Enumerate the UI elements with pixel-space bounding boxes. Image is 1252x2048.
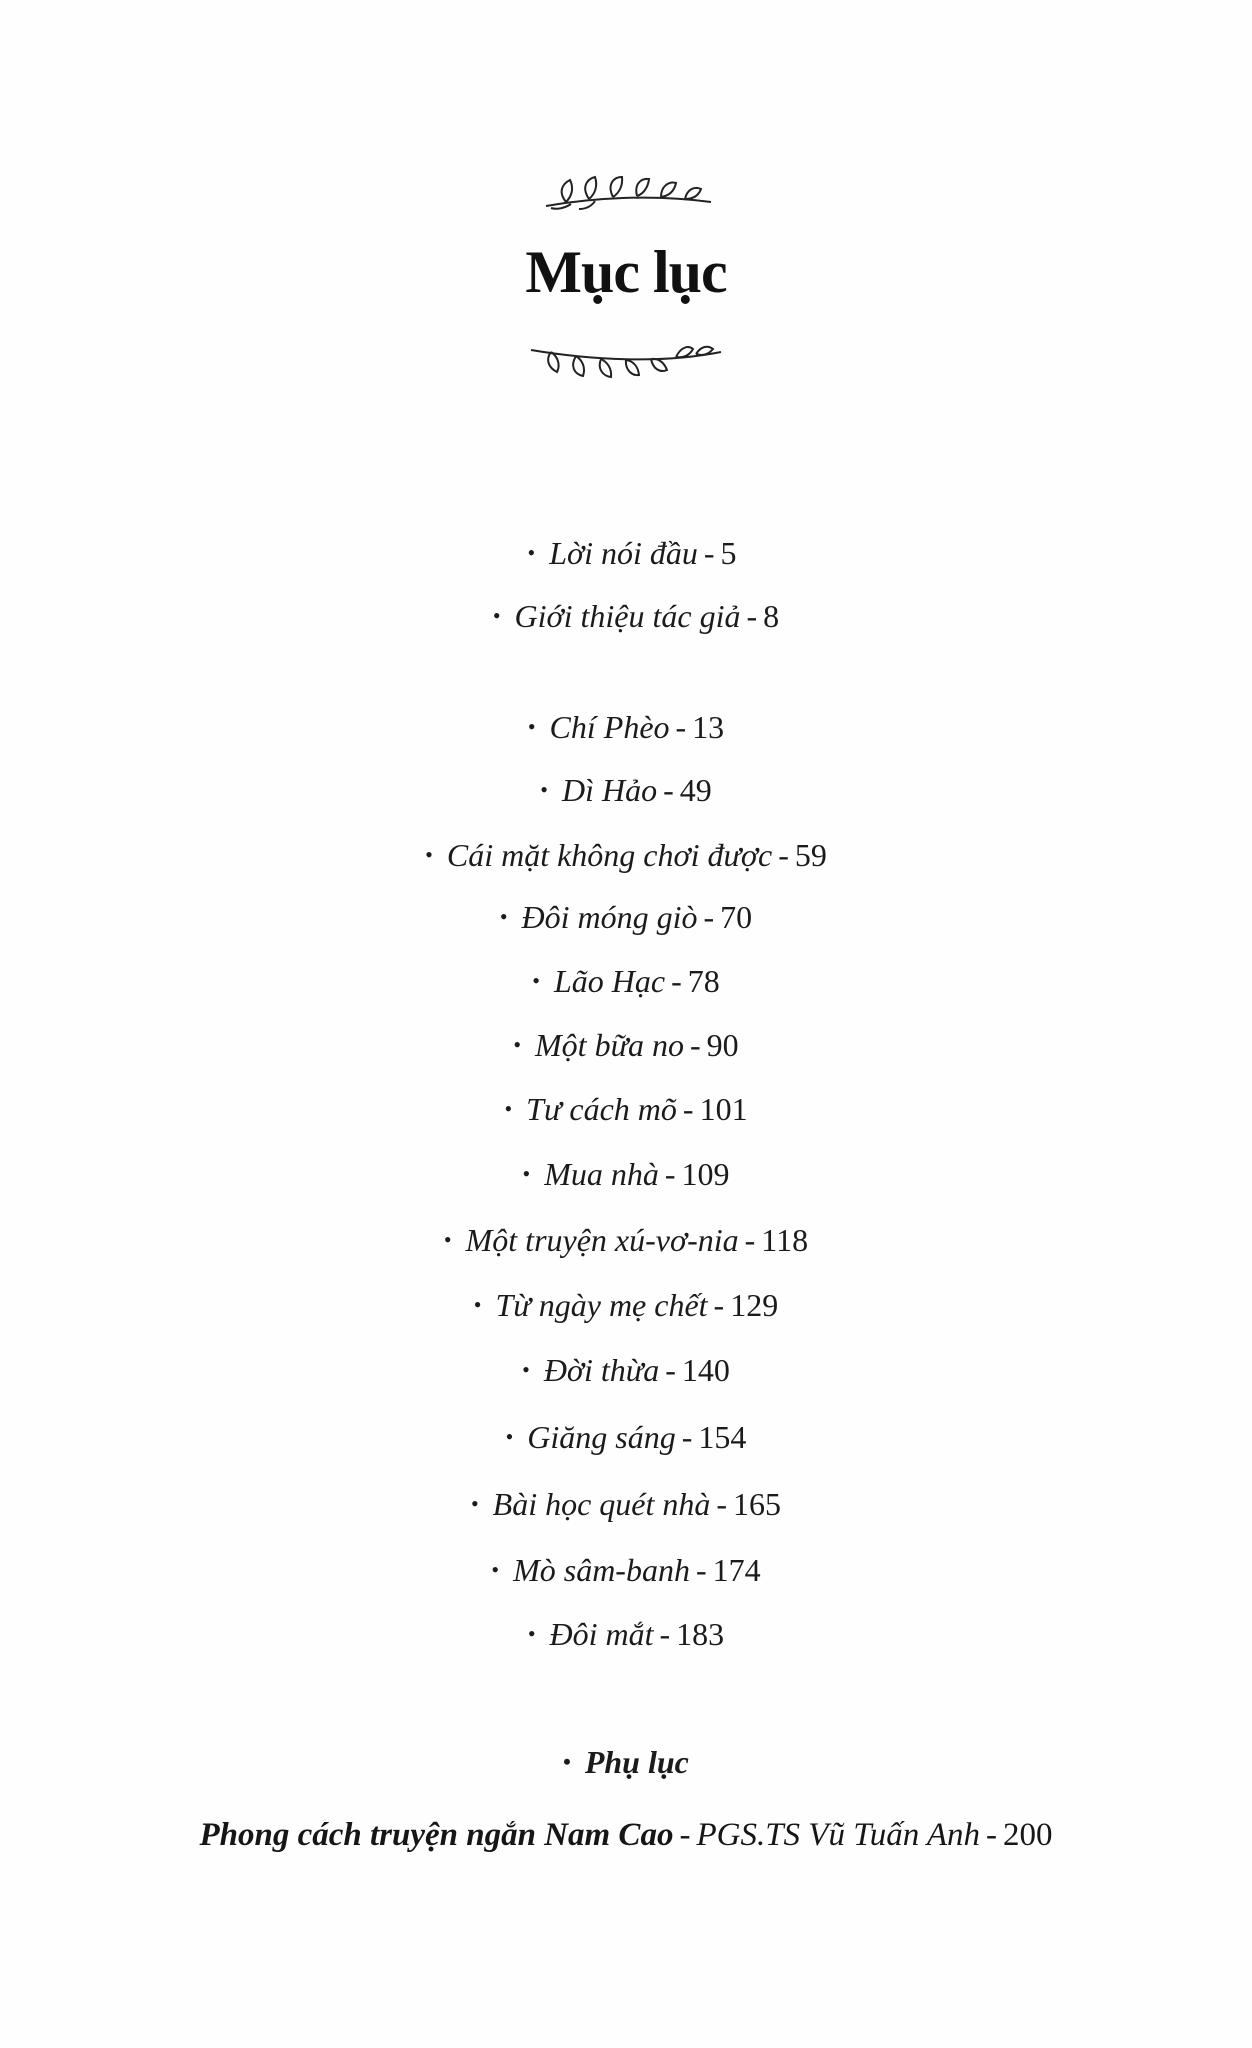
toc-item-page: 154 xyxy=(698,1419,747,1455)
toc-item-story[interactable]: • Từ ngày mẹ chết - 129 xyxy=(473,1287,779,1323)
toc-item-page: 118 xyxy=(761,1222,809,1258)
toc-item-label: Giăng sáng xyxy=(527,1419,676,1455)
toc-item-appendix-heading[interactable] xyxy=(0,1742,1252,1786)
toc-item-story[interactable]: • Mua nhà - 109 xyxy=(522,1156,730,1192)
toc-item-story[interactable]: • Đôi móng giò - 70 xyxy=(499,899,753,935)
toc-item-label: Lão Hạc xyxy=(553,963,666,999)
toc-item-label: Đôi mắt xyxy=(549,1616,654,1652)
bullet-icon: • xyxy=(527,540,536,565)
toc-item-page: 90 xyxy=(706,1027,739,1063)
toc-item-page: 70 xyxy=(720,899,753,935)
bullet-icon: • xyxy=(563,1749,571,1774)
toc-item-story[interactable]: • Một bữa no - 90 xyxy=(513,1027,739,1063)
toc-item-label: Bài học quét nhà xyxy=(492,1486,711,1522)
toc-item-story[interactable]: • Bài học quét nhà - 165 xyxy=(470,1486,782,1522)
page-title: Mục lục xyxy=(525,239,727,305)
toc-item-loi-noi-dau[interactable]: • Lời nói đầu - 5 xyxy=(527,535,737,571)
toc-item-story[interactable]: • Một truyện xú-vơ-nia - 118 xyxy=(443,1222,809,1258)
toc-item-page: 109 xyxy=(681,1156,730,1192)
toc-item-page: 8 xyxy=(763,598,780,634)
toc-item-label: Một bữa no xyxy=(535,1027,685,1063)
toc-item-story[interactable]: • Dì Hảo - 49 xyxy=(540,772,712,808)
laurel-bottom-icon xyxy=(0,338,1252,389)
bullet-icon: • xyxy=(532,968,540,993)
toc-item-story[interactable]: • Mò sâm-banh - 174 xyxy=(491,1552,761,1588)
appendix-title: Phong cách truyện ngắn Nam Cao xyxy=(199,1817,674,1853)
toc-item-label: Cái mặt không chơi được xyxy=(446,837,773,873)
toc-item-appendix[interactable]: Phong cách truyện ngắn Nam Cao - PGS.TS Vũ Tuấn Anh - 200 xyxy=(199,1817,1053,1853)
bullet-icon: • xyxy=(473,1292,482,1317)
bullet-icon: • xyxy=(492,603,501,628)
bullet-icon: • xyxy=(513,1032,522,1057)
appendix-author: PGS.TS Vũ Tuấn Anh xyxy=(696,1817,981,1853)
toc-item-label: Một truyện xú-vơ-nia xyxy=(465,1222,739,1258)
bullet-icon: • xyxy=(527,1621,536,1646)
toc-item-label: Đôi móng giò xyxy=(521,899,698,935)
toc-item-label: Mò sâm-banh xyxy=(513,1552,690,1588)
toc-item-page: 129 xyxy=(730,1287,779,1323)
toc-item-story[interactable]: • Chí Phèo - 13 xyxy=(527,709,725,745)
toc-item-page: 101 xyxy=(699,1091,748,1127)
bullet-icon: • xyxy=(540,777,548,802)
appendix-page: 200 xyxy=(1003,1817,1053,1853)
bullet-icon: • xyxy=(491,1557,500,1582)
toc-item-page: 5 xyxy=(720,535,737,571)
bullet-icon: • xyxy=(522,1357,530,1382)
toc-item-page: 49 xyxy=(679,772,712,808)
toc-item-story[interactable]: • Giăng sáng - 154 xyxy=(505,1419,747,1455)
bullet-icon: • xyxy=(527,714,536,739)
toc-item-label: Lời nói đầu xyxy=(549,535,698,571)
toc-item-story[interactable]: • Lão Hạc - 78 xyxy=(532,963,720,999)
toc-item-label: Mua nhà xyxy=(544,1156,659,1192)
toc-item-story[interactable]: • Đôi mắt - 183 xyxy=(527,1616,725,1652)
bullet-icon: • xyxy=(425,842,433,867)
toc-item-page: 165 xyxy=(733,1486,782,1522)
toc-item-label: Chí Phèo xyxy=(549,709,670,745)
toc-item-page: 183 xyxy=(676,1616,725,1652)
toc-item-label: Tư cách mõ xyxy=(526,1091,677,1127)
toc-item-story[interactable]: • Đời thừa - 140 xyxy=(522,1352,730,1388)
toc-item-page: 140 xyxy=(681,1352,730,1388)
bullet-icon: • xyxy=(443,1227,452,1252)
bullet-icon: • xyxy=(470,1491,479,1516)
toc-item-label: Giới thiệu tác giả xyxy=(514,598,741,634)
bullet-icon: • xyxy=(499,904,508,929)
toc-item-story[interactable]: • Cái mặt không chơi được - 59 xyxy=(425,837,827,873)
toc-item-gioi-thieu-tac-gia[interactable]: • Giới thiệu tác giả - 8 xyxy=(492,598,780,634)
toc-item-page: 78 xyxy=(687,963,720,999)
toc-item-page: 59 xyxy=(794,837,827,873)
toc-item-page: 174 xyxy=(712,1552,761,1588)
toc-item-label: Dì Hảo xyxy=(561,772,658,808)
bullet-icon: • xyxy=(522,1161,531,1186)
bullet-icon: • xyxy=(504,1096,513,1121)
toc-item-label: Đời thừa xyxy=(543,1352,660,1388)
toc-item-page: 13 xyxy=(692,709,725,745)
toc-item-label: Từ ngày mẹ chết xyxy=(495,1287,708,1323)
toc-item-story[interactable]: • Tư cách mõ - 101 xyxy=(504,1091,748,1127)
bullet-icon: • xyxy=(505,1424,514,1449)
laurel-top-icon xyxy=(0,168,1252,219)
appendix-heading: Phụ lục xyxy=(584,1744,689,1780)
